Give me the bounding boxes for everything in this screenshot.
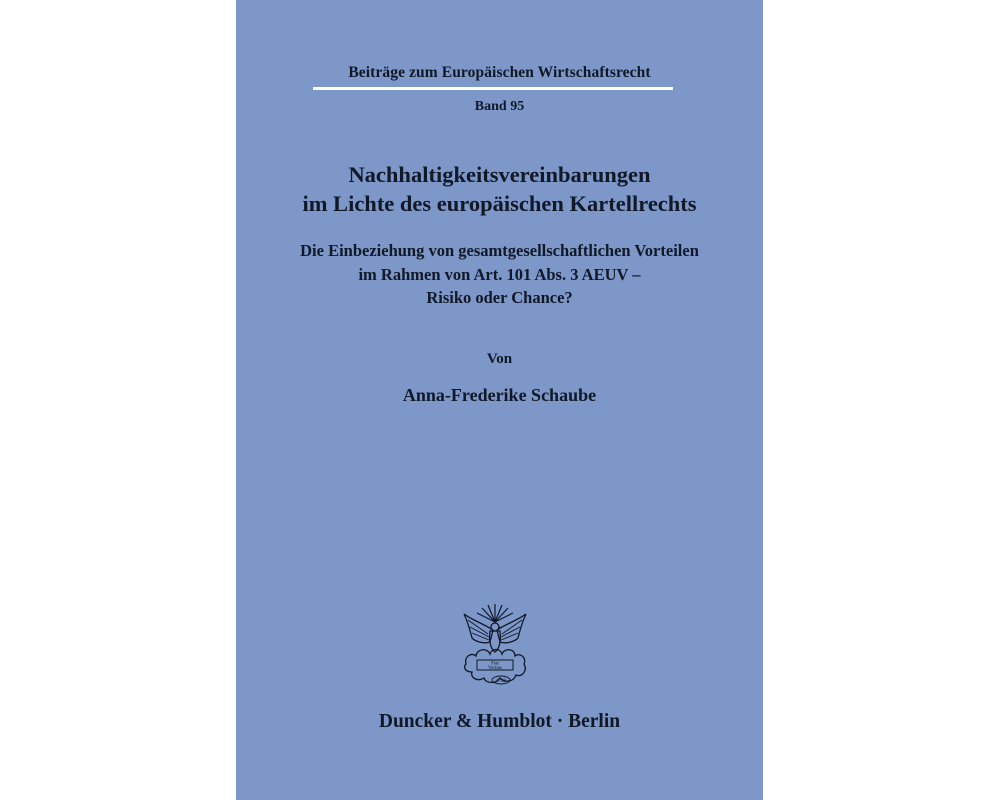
author-name: Anna-Frederike Schaube (402, 385, 597, 405)
by-label: Von (486, 351, 513, 367)
subtitle-line: im Rahmen von Art. 101 Abs. 3 AEUV – (358, 264, 641, 284)
subtitle-line: Risiko oder Chance? (426, 288, 573, 307)
logo-motto-line: Veritas (488, 666, 502, 671)
book-title (236, 160, 763, 218)
title-line: im Lichte des europäischen Kartellrechts (302, 191, 697, 216)
logo-year: 1798 (496, 679, 506, 684)
logo-motto-line: Fiat (491, 661, 499, 667)
eagle-publisher-logo-icon (460, 600, 530, 692)
series-title: Beiträge zum Europäischen Wirtschaftsrecht (348, 64, 651, 81)
volume-number: Band 95 (474, 99, 525, 114)
book-subtitle (236, 239, 763, 310)
publisher-name: Duncker & Humblot · Berlin (378, 711, 621, 732)
subtitle-line: Die Einbeziehung von gesamtgesellschaftlichen Vorteilen (300, 241, 699, 260)
book-cover (236, 0, 763, 800)
title-line: Nachhaltigkeitsvereinbarungen (348, 162, 651, 187)
series-divider (313, 87, 673, 90)
